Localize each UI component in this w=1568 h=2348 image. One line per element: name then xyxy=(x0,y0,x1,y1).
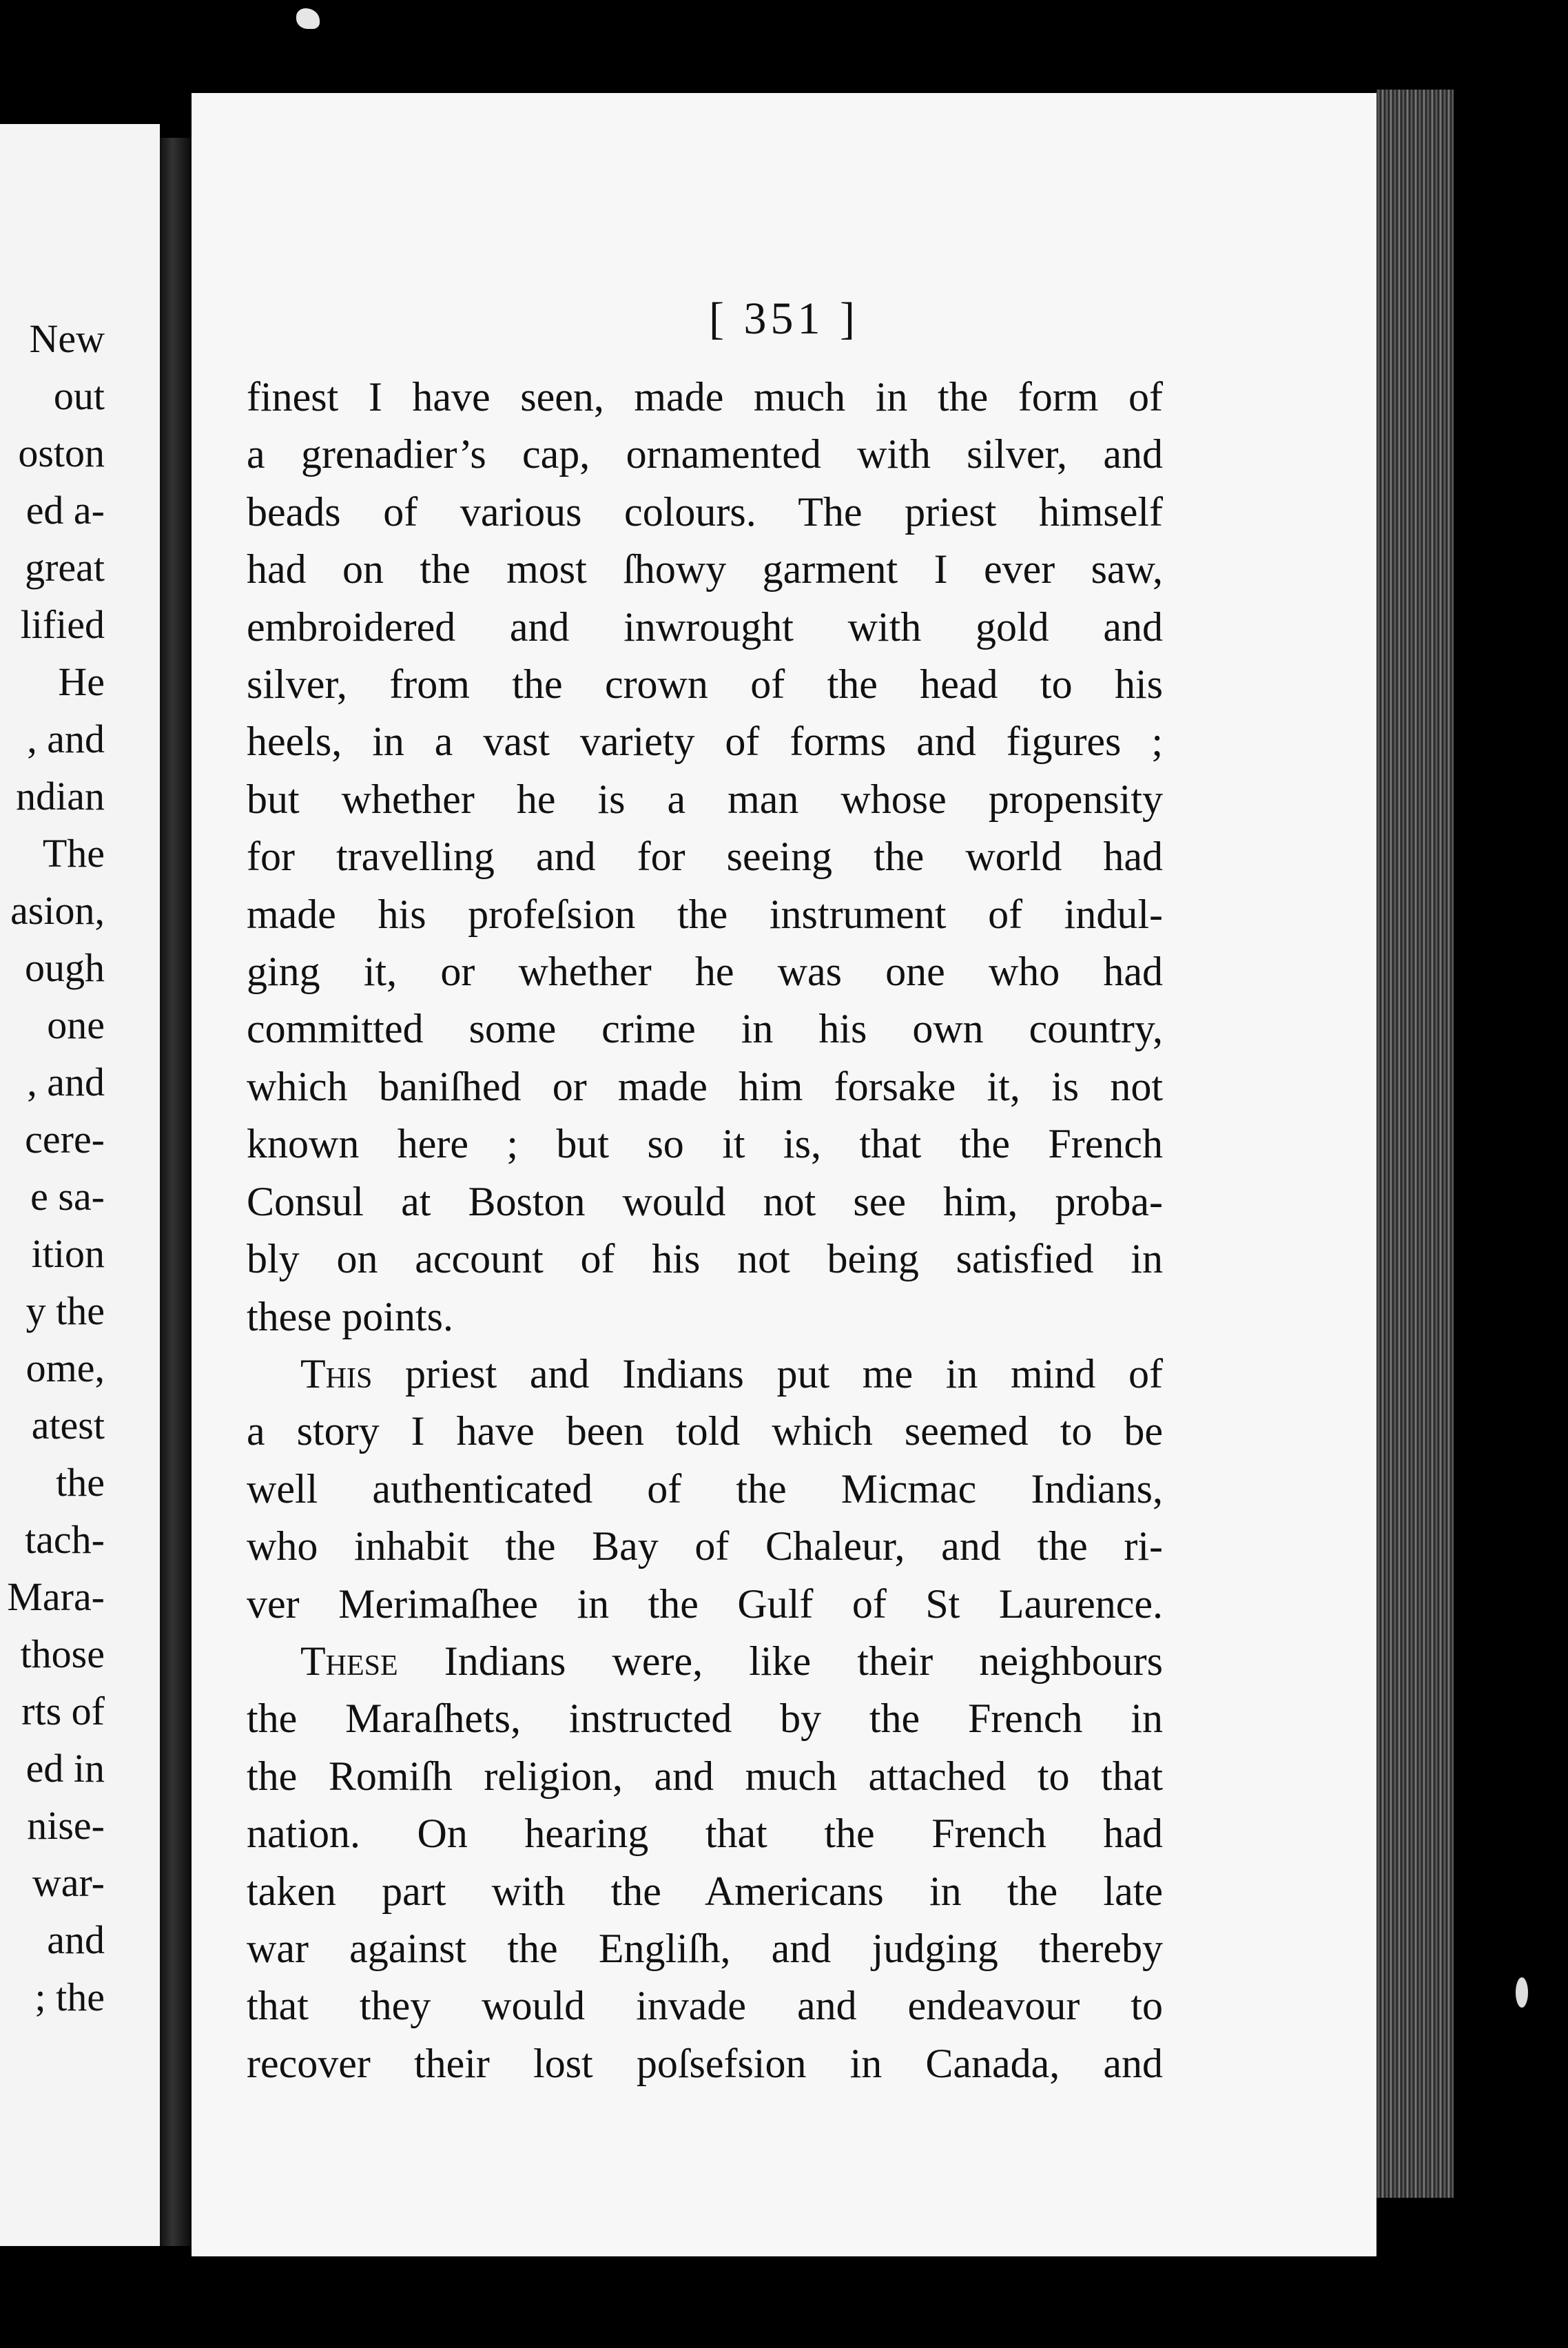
text-line: a story I have been told which seemed to be xyxy=(247,1408,1163,1454)
left-fragment: great xyxy=(25,545,105,590)
left-fragment: ed in xyxy=(25,1746,105,1791)
left-fragment: The xyxy=(42,831,105,876)
text-line: beads of various colours. The priest himself xyxy=(247,488,1163,535)
text-line: priest and Indians put me in mind of xyxy=(372,1350,1163,1397)
text-line: embroidered and inwrought with gold and xyxy=(247,604,1163,650)
page-number: [ 351 ] xyxy=(709,294,859,344)
page-edges xyxy=(1376,90,1454,2198)
left-fragment: e sa- xyxy=(30,1174,105,1219)
text-line: bly on account of his not being satisfied in xyxy=(247,1236,1163,1282)
text-line: finest I have seen, made much in the form of xyxy=(247,374,1163,420)
left-fragment: Mara- xyxy=(7,1574,105,1619)
left-fragment: New xyxy=(29,316,105,361)
text-line: who inhabit the Bay of Chaleur, and the ri- xyxy=(247,1523,1163,1569)
text-line: the Romiſh religion, and much attached to that xyxy=(247,1753,1163,1799)
paragraph-start xyxy=(247,1633,1163,1690)
scan-blemish xyxy=(296,8,320,29)
left-fragment: and xyxy=(47,1917,105,1962)
text-line: but whether he is a man whose propensity xyxy=(247,776,1163,822)
text-line: Consul at Boston would not see him, proba- xyxy=(247,1178,1163,1224)
text-line: the Maraſhets, instructed by the French in xyxy=(247,1696,1163,1742)
left-fragment: atest xyxy=(31,1403,105,1448)
left-fragment: one xyxy=(47,1002,105,1047)
page-text xyxy=(247,369,1163,2092)
text-line: a grenadier’s cap, ornamented with silver, and xyxy=(247,431,1163,477)
book-gutter xyxy=(160,138,192,2246)
left-fragment: lified xyxy=(20,602,105,647)
left-fragment: the xyxy=(56,1460,105,1505)
text-line: made his profeſsion the instrument of indul- xyxy=(247,891,1163,937)
left-fragment: those xyxy=(20,1631,105,1676)
previous-page-edge xyxy=(0,124,160,2246)
left-fragment: ome, xyxy=(25,1346,105,1390)
left-fragment: , and xyxy=(27,1060,105,1104)
left-fragment: y the xyxy=(25,1288,105,1333)
left-fragment: rts of xyxy=(21,1689,105,1733)
text-line: ging it, or whether he was one who had xyxy=(247,949,1163,995)
text-line: these points. xyxy=(247,1293,453,1339)
text-line: committed some crime in his own country, xyxy=(247,1006,1163,1052)
text-line: had on the most ſhowy garment I ever saw, xyxy=(247,546,1163,593)
left-fragment: ed a- xyxy=(25,488,105,533)
text-line: nation. On hearing that the French had xyxy=(247,1811,1163,1857)
left-fragment: asion, xyxy=(10,888,105,933)
text-line: well authenticated of the Micmac Indians, xyxy=(247,1465,1163,1512)
text-line: war against the Engliſh, and judging thereby xyxy=(247,1925,1163,1971)
text-line: ver Merimaſhee in the Gulf of St Laurence. xyxy=(247,1580,1163,1627)
text-line: taken part with the Americans in the late xyxy=(247,1868,1163,1914)
left-fragment: ndian xyxy=(16,774,105,818)
paragraph-start xyxy=(247,1346,1163,1403)
book-page xyxy=(192,93,1376,2256)
left-fragment: tach- xyxy=(25,1517,105,1562)
text-line: heels, in a vast variety of forms and figures ; xyxy=(247,719,1163,765)
text-line: recover their lost poſsefsion in Canada, and xyxy=(247,2040,1163,2086)
left-fragment: oston xyxy=(18,431,105,475)
left-fragment: war- xyxy=(32,1860,105,1905)
small-caps-lead: These xyxy=(300,1638,398,1684)
text-line: which baniſhed or made him forsake it, is not xyxy=(247,1063,1163,1109)
text-line: silver, from the crown of the head to his xyxy=(247,661,1163,708)
left-fragment: ough xyxy=(25,945,105,990)
text-line: known here ; but so it is, that the French xyxy=(247,1121,1163,1167)
left-fragment: He xyxy=(58,659,105,704)
text-line: for travelling and for seeing the world had xyxy=(247,834,1163,880)
left-fragment: , and xyxy=(27,717,105,761)
left-fragment: ition xyxy=(31,1231,105,1276)
scan-blemish xyxy=(1516,1977,1528,2008)
left-fragment: cere- xyxy=(25,1117,105,1162)
small-caps-lead: This xyxy=(300,1350,373,1397)
left-fragment: nise- xyxy=(27,1803,105,1848)
left-fragment: out xyxy=(53,373,105,418)
text-line: that they would invade and endeavour to xyxy=(247,1983,1163,2029)
left-fragment: ; the xyxy=(34,1975,105,2019)
text-line: Indians were, like their neighbours xyxy=(398,1638,1163,1684)
